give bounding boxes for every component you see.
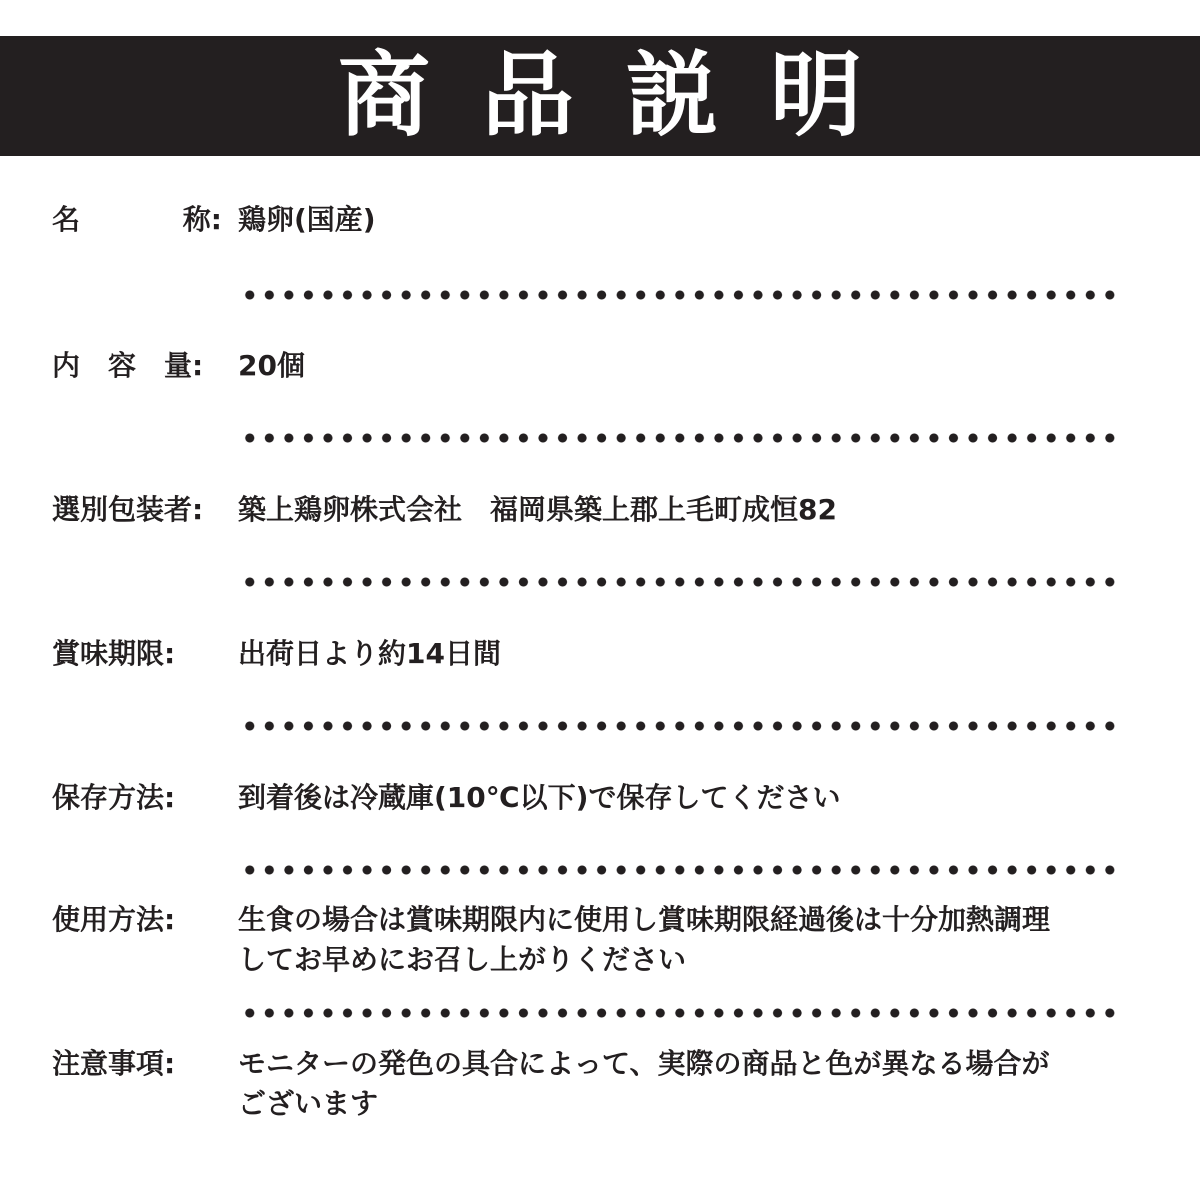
storage-label: 保存方法: (52, 781, 176, 814)
name-label-start: 名 (52, 203, 81, 236)
dotted-divider (240, 1007, 1120, 1019)
name-value: 鶏卵(国産) (238, 203, 376, 236)
storage-value: 到着後は冷蔵庫(10℃以下)で保存してください (238, 781, 841, 814)
dotted-divider (240, 432, 1120, 444)
name-label-end: 称: (182, 203, 222, 236)
dotted-divider (240, 576, 1120, 588)
packer-value: 築上鶏卵株式会社 福岡県築上郡上毛町成恒82 (238, 493, 837, 526)
dotted-divider (240, 864, 1120, 876)
notes-label: 注意事項: (52, 1047, 176, 1080)
usage-value-line2: してお早めにお召し上がりください (238, 943, 687, 976)
page-title: 商品説明 (337, 42, 914, 149)
notes-value-line2: ございます (238, 1087, 379, 1120)
name-label (52, 200, 222, 240)
usage-value-line1: 生食の場合は賞味期限内に使用し賞味期限経過後は十分加熱調理 (238, 903, 1051, 936)
header-bar (0, 36, 1200, 156)
notes-value-line1: モニターの発色の具合によって、実際の商品と色が異なる場合が (238, 1047, 1050, 1080)
expiry-value: 出荷日より約14日間 (238, 637, 501, 670)
expiry-label: 賞味期限: (52, 637, 176, 670)
content-value: 20個 (238, 349, 305, 382)
packer-label: 選別包装者: (52, 493, 204, 526)
dotted-divider (240, 720, 1120, 732)
content-label: 内 容 量: (52, 349, 204, 382)
usage-label: 使用方法: (52, 903, 176, 936)
dotted-divider (240, 289, 1120, 301)
